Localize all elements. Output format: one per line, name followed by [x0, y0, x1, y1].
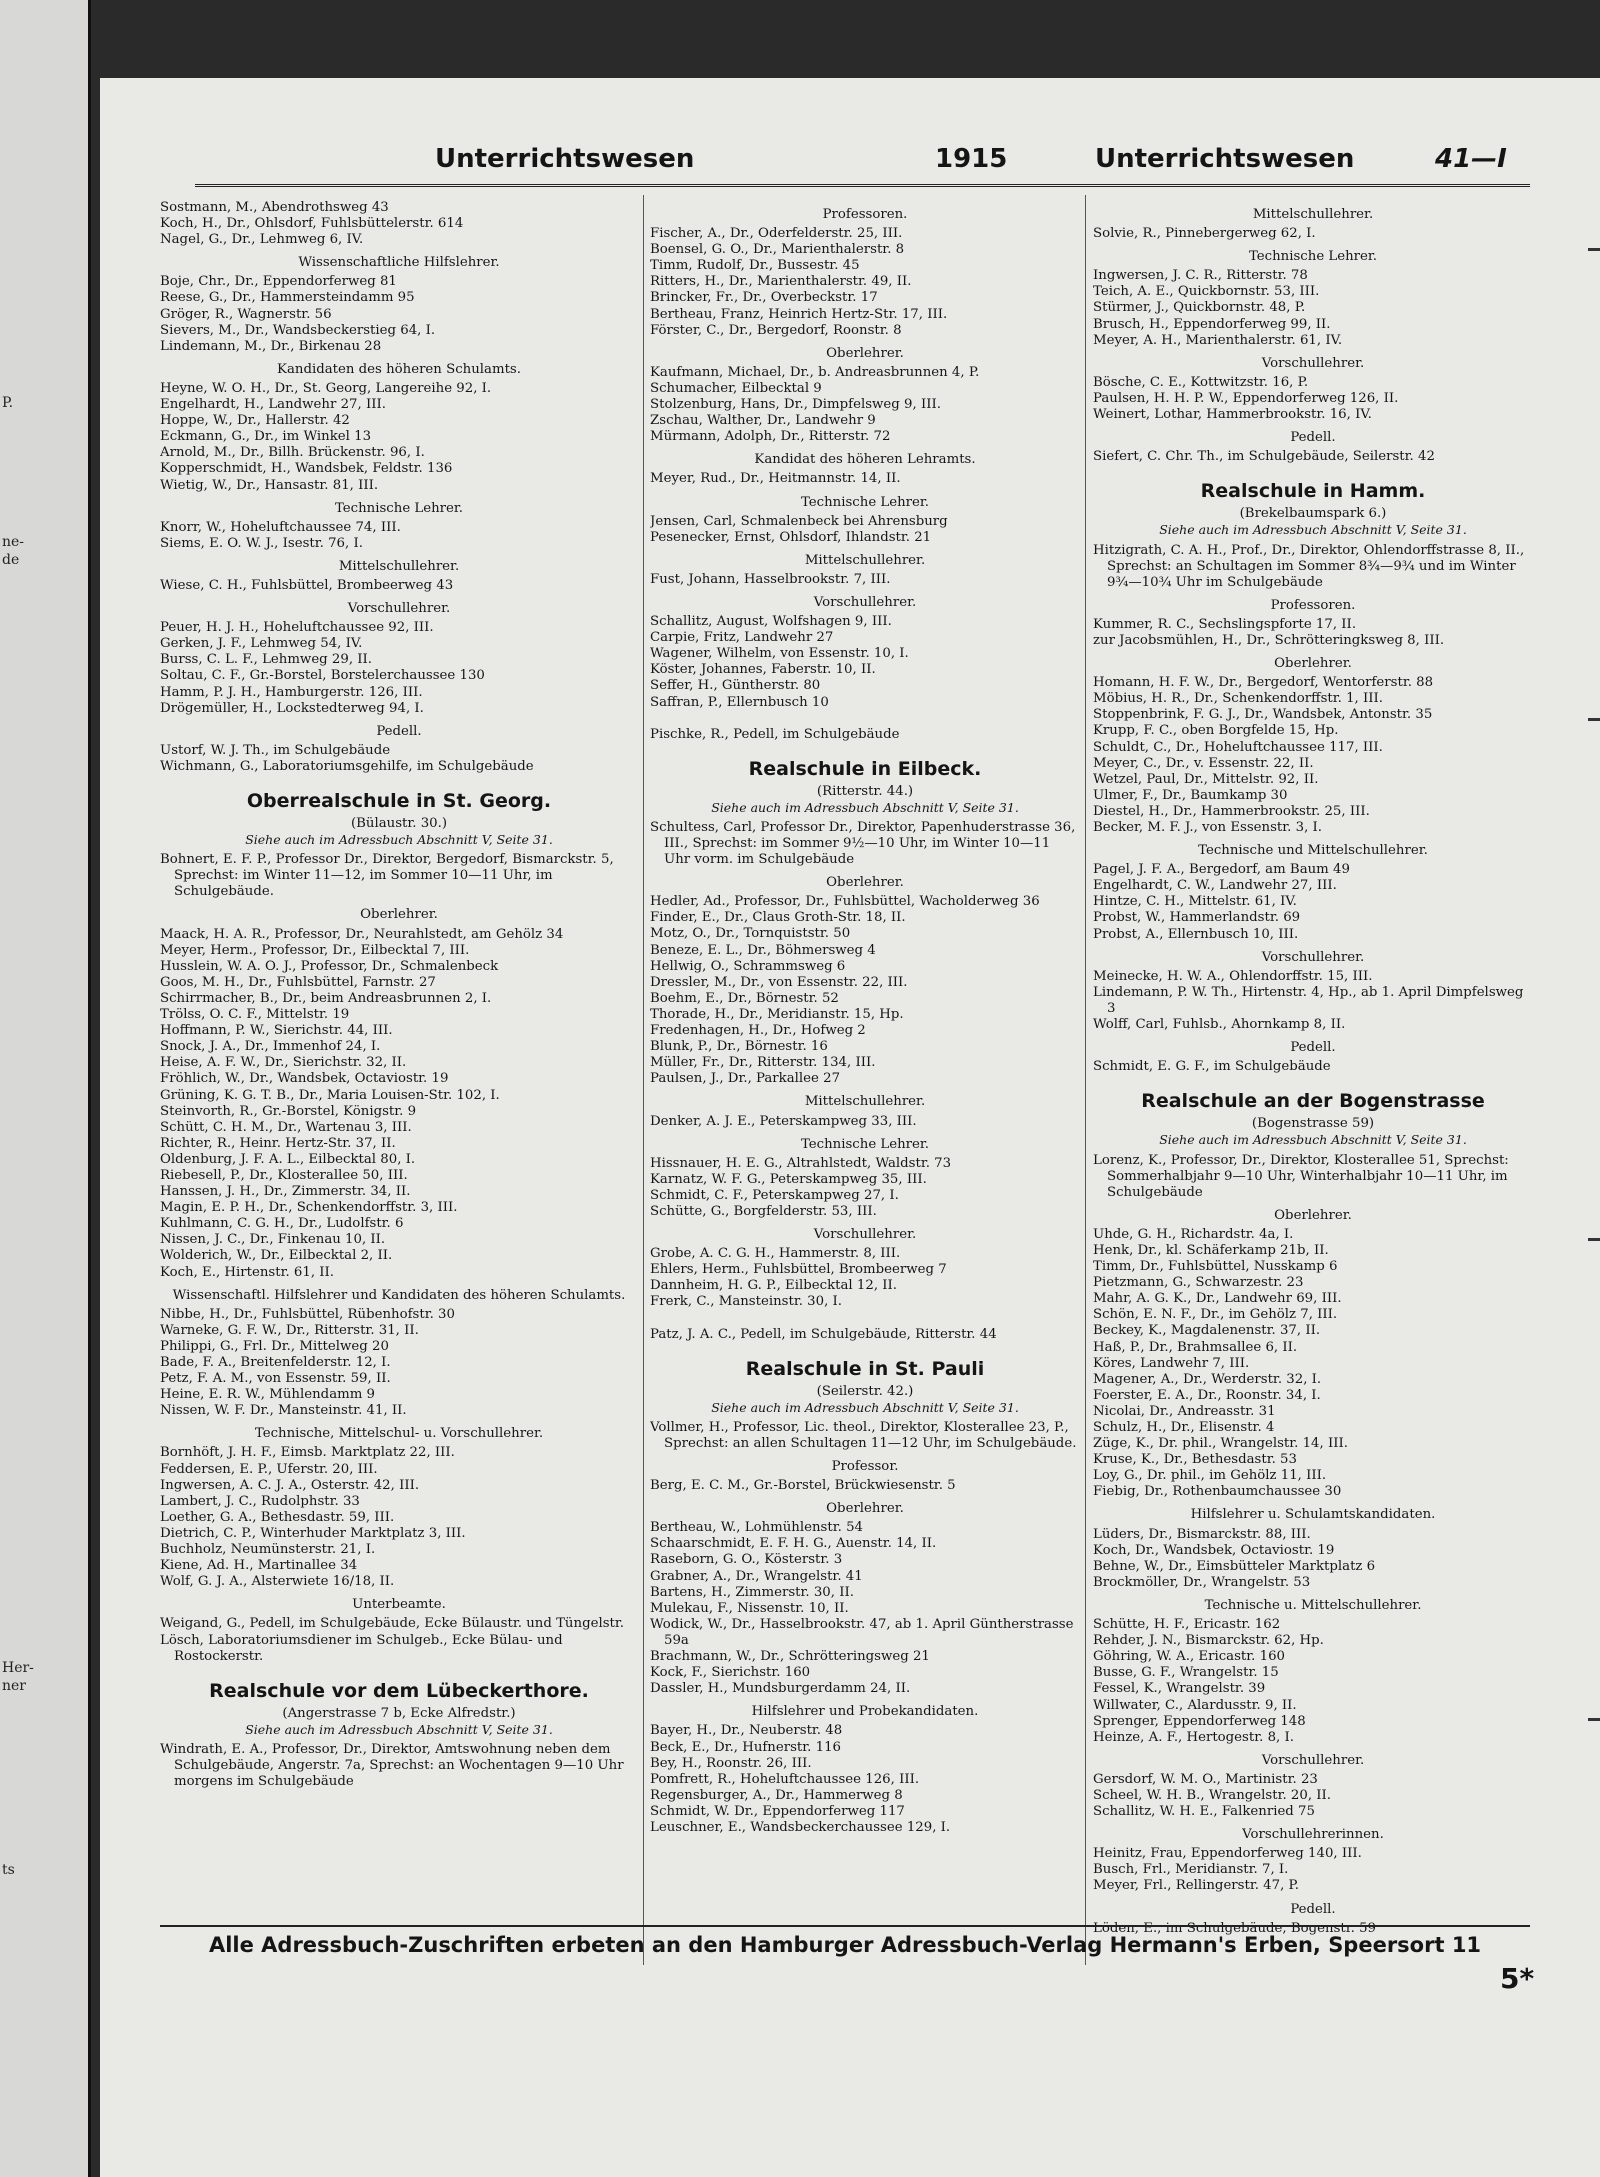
section-heading: Vorschullehrerinnen.: [1242, 1827, 1384, 1843]
edge-mark: [1588, 1238, 1600, 1241]
directory-entry: Haß, P., Dr., Brahmsallee 6, II.: [1093, 1339, 1298, 1355]
directory-entry: Soltau, C. F., Gr.-Borstel, Borstelerchaussee 130: [160, 668, 485, 684]
directory-entry: Meyer, A. H., Marienthalerstr. 61, IV.: [1093, 332, 1343, 348]
directory-entry: Meyer, Herm., Professor, Dr., Eilbecktal 7, III.: [160, 942, 470, 958]
directory-entry: Weigand, G., Pedell, im Schulgebäude, Ecke Bülaustr. und Tüngelstr.: [160, 1616, 624, 1632]
school-address: (Ritterstr. 44.): [816, 783, 914, 799]
directory-entry: Trölss, O. C. F., Mittelstr. 19: [160, 1007, 350, 1023]
cross-reference: Siehe auch im Adressbuch Abschnitt V, Seite 31.: [1159, 1132, 1467, 1148]
section-heading: Oberlehrer.: [826, 1501, 904, 1517]
directory-entry: Goos, M. H., Dr., Fuhlsbüttel, Farnstr. 27: [160, 974, 436, 990]
section-heading: Vorschullehrer.: [813, 594, 917, 610]
directory-entry: Stolzenburg, Hans, Dr., Dimpfelsweg 9, III.: [650, 397, 941, 413]
directory-entry: Gerken, J. F., Lehmweg 54, IV.: [160, 636, 363, 652]
directory-entry: Grüning, K. G. T. B., Dr., Maria Louisen-Str. 102, I.: [160, 1087, 500, 1103]
directory-entry: Hamm, P. J. H., Hamburgerstr. 126, III.: [160, 684, 423, 700]
directory-entry: Meinecke, H. W. A., Ohlendorffstr. 15, III.: [1093, 968, 1373, 984]
directory-entry: Hintze, C. H., Mittelstr. 61, IV.: [1093, 894, 1297, 910]
school-address: (Seilerstr. 42.): [816, 1383, 914, 1399]
directory-entry: Wietig, W., Dr., Hansastr. 81, III.: [160, 477, 379, 493]
directory-entry: zur Jacobsmühlen, H., Dr., Schrötteringksweg 8, III.: [1093, 632, 1445, 648]
cross-reference: Siehe auch im Adressbuch Abschnitt V, Seite 31.: [711, 1399, 1019, 1415]
directory-entry: Bornhöft, J. H. F., Eimsb. Marktplatz 22, III.: [160, 1445, 455, 1461]
section-heading: Oberlehrer.: [360, 907, 438, 923]
margin-fragment: Her-: [2, 1660, 34, 1676]
directory-entry: Kock, F., Sierichstr. 160: [650, 1665, 811, 1681]
directory-entry: Schütte, G., Borgfelderstr. 53, III.: [650, 1203, 877, 1219]
page-number: 5*: [1500, 1962, 1535, 1995]
directory-entry: Timm, Rudolf, Dr., Bussestr. 45: [650, 258, 860, 274]
directory-entry: Bayer, H., Dr., Neuberstr. 48: [650, 1723, 843, 1739]
directory-entry: Nissen, W. F. Dr., Mansteinstr. 41, II.: [160, 1403, 407, 1419]
directory-entry: Schmidt, W. Dr., Eppendorferweg 117: [650, 1803, 905, 1819]
section-heading: Oberlehrer.: [826, 875, 904, 891]
directory-entry: Wodick, W., Dr., Hasselbrookstr. 47, ab 1. April Güntherstrasse 59a: [650, 1616, 1074, 1648]
directory-entry: Loether, G. A., Bethesdastr. 59, III.: [160, 1509, 395, 1525]
directory-entry: Boje, Chr., Dr., Eppendorferweg 81: [160, 274, 397, 290]
directory-entry: Lorenz, K., Professor, Dr., Direktor, Klosterallee 51, Sprechst: Sommerhalbjahr 9—10 Uhr, Winterhalbjahr 10—11 Uhr, im Schulgebäude: [1093, 1152, 1509, 1200]
section-heading: Mittelschullehrer.: [338, 558, 460, 574]
directory-entry: Siefert, C. Chr. Th., im Schulgebäude, Seilerstr. 42: [1093, 449, 1435, 465]
directory-entry: Behne, W., Dr., Eimsbütteler Marktplatz 6: [1093, 1558, 1376, 1574]
directory-entry: Schumacher, Eilbecktal 9: [650, 380, 822, 396]
directory-entry: Schmidt, E. G. F., im Schulgebäude: [1093, 1059, 1331, 1075]
directory-entry: Fust, Johann, Hasselbrookstr. 7, III.: [650, 571, 891, 587]
header-right: Unterrichtswesen: [1095, 144, 1355, 174]
directory-entry: Schirrmacher, B., Dr., beim Andreasbrunnen 2, I.: [160, 990, 492, 1006]
section-heading: Oberlehrer.: [1274, 656, 1352, 672]
section-heading: Vorschullehrer.: [347, 601, 451, 617]
cross-reference: Siehe auch im Adressbuch Abschnitt V, Seite 31.: [1159, 522, 1467, 538]
margin-fragment: P.: [2, 395, 14, 411]
directory-entry: Heine, E. R. W., Mühlendamm 9: [160, 1387, 376, 1403]
school-heading: Realschule in St. Pauli: [745, 1357, 985, 1380]
column-divider: [1085, 195, 1086, 1965]
directory-entry: Mulekau, F., Nissenstr. 10, II.: [650, 1600, 849, 1616]
directory-entry: Gersdorf, W. M. O., Martinistr. 23: [1093, 1771, 1318, 1787]
directory-entry: Kruse, K., Dr., Bethesdastr. 53: [1093, 1452, 1297, 1468]
directory-entry: Fessel, K., Wrangelstr. 39: [1093, 1681, 1266, 1697]
header-left: Unterrichtswesen: [435, 144, 695, 174]
directory-entry: Hitzigrath, C. A. H., Prof., Dr., Direktor, Ohlendorffstrasse 8, II., Sprechst: an Schultagen im Sommer 8¾—9¾ und im Winter 9¾—10¾ Uhr im Schulgebäude: [1093, 542, 1525, 590]
directory-entry: Grobe, A. C. G. H., Hammerstr. 8, III.: [650, 1246, 901, 1262]
margin-fragment: ner: [2, 1678, 26, 1694]
directory-entry: Beck, E., Dr., Hufnerstr. 116: [650, 1739, 841, 1755]
directory-entry: Busch, Frl., Meridianstr. 7, I.: [1093, 1862, 1289, 1878]
school-address: (Brekelbaumspark 6.): [1239, 506, 1387, 522]
directory-entry: Köster, Johannes, Faberstr. 10, II.: [650, 662, 876, 678]
directory-entry: Arnold, M., Dr., Billh. Brückenstr. 96, I.: [160, 445, 425, 461]
directory-entry: Patz, J. A. C., Pedell, im Schulgebäude, Ritterstr. 44: [650, 1326, 997, 1342]
section-heading: Pedell.: [1290, 1901, 1336, 1917]
directory-entry: Fiebig, Dr., Rothenbaumchaussee 30: [1093, 1484, 1342, 1500]
directory-entry: Köres, Landwehr 7, III.: [1093, 1355, 1250, 1371]
section-heading: Oberlehrer.: [826, 345, 904, 361]
section-heading: Technische Lehrer.: [334, 500, 464, 516]
directory-entry: Pesenecker, Ernst, Ohlsdorf, Ihlandstr. 21: [650, 529, 932, 545]
directory-entry: Schütte, H. F., Ericastr. 162: [1093, 1617, 1281, 1633]
section-heading: Hilfslehrer und Probekandidaten.: [751, 1704, 979, 1720]
running-header: [195, 138, 1530, 187]
margin-fragment: ne-: [2, 534, 25, 550]
directory-entry: Vollmer, H., Professor, Lic. theol., Direktor, Klosterallee 23, P., Sprechst: an allen Schultagen 11—12 Uhr, im Schulgebäude.: [650, 1419, 1077, 1451]
section-heading: Professoren.: [1270, 597, 1356, 613]
directory-entry: Lindemann, M., Dr., Birkenau 28: [160, 338, 382, 354]
section-heading: [650, 718, 1080, 724]
directory-entry: Sprenger, Eppendorferweg 148: [1093, 1713, 1306, 1729]
directory-entry: Foerster, E. A., Dr., Roonstr. 34, I.: [1093, 1387, 1321, 1403]
directory-entry: Brincker, Fr., Dr., Overbeckstr. 17: [650, 290, 878, 306]
directory-entry: Bade, F. A., Breitenfelderstr. 12, I.: [160, 1355, 391, 1370]
directory-entry: Hellwig, O., Schrammsweg 6: [650, 958, 846, 974]
directory-entry: Mahr, A. G. K., Dr., Landwehr 69, III.: [1093, 1291, 1342, 1307]
column-2: [650, 200, 1080, 1975]
directory-entry: Schulz, H., Dr., Elisenstr. 4: [1093, 1420, 1275, 1435]
directory-entry: Wetzel, Paul, Dr., Mittelstr. 92, II.: [1093, 771, 1319, 787]
directory-entry: Seffer, H., Güntherstr. 80: [650, 678, 821, 694]
section-heading: Kandidaten des höheren Schulamts.: [277, 361, 521, 377]
directory-entry: Kuhlmann, C. G. H., Dr., Ludolfstr. 6: [160, 1216, 404, 1232]
directory-entry: Lüders, Dr., Bismarckstr. 88, III.: [1093, 1526, 1311, 1542]
section-heading: [650, 1318, 1080, 1324]
directory-entry: Scheel, W. H. B., Wrangelstr. 20, II.: [1093, 1787, 1332, 1803]
footer-notice: Alle Adressbuch-Zuschriften erbeten an den Hamburger Adressbuch-Verlag Hermann's Erben, Speersort 11: [160, 1925, 1530, 1957]
directory-entry: Gröger, R., Wagnerstr. 56: [160, 306, 332, 322]
directory-entry: Züge, K., Dr. phil., Wrangelstr. 14, III.: [1093, 1436, 1348, 1452]
directory-entry: Ustorf, W. J. Th., im Schulgebäude: [160, 742, 391, 758]
section-heading: Pedell.: [1290, 430, 1336, 446]
school-heading: Oberrealschule in St. Georg.: [246, 790, 552, 812]
directory-entry: Regensburger, A., Dr., Hammerweg 8: [650, 1787, 903, 1803]
directory-entry: Stürmer, J., Quickbornstr. 48, P.: [1093, 300, 1306, 316]
directory-entry: Uhde, G. H., Richardstr. 4a, I.: [1093, 1226, 1294, 1242]
directory-entry: Dannheim, H. G. P., Eilbecktal 12, II.: [650, 1278, 897, 1294]
directory-entry: Schön, E. N. F., Dr., im Gehölz 7, III.: [1093, 1307, 1338, 1323]
directory-entry: Schultess, Carl, Professor Dr., Direktor, Papenhuderstrasse 36, III., Sprechst: im Sommer 9½—10 Uhr, im Winter 10—11 Uhr vorm. im Schulgebäude: [650, 819, 1076, 868]
section-heading: Mittelschullehrer.: [1252, 207, 1374, 222]
column-divider: [643, 195, 644, 1965]
directory-entry: Weinert, Lothar, Hammerbrookstr. 16, IV.: [1093, 407, 1372, 423]
section-heading: Vorschullehrer.: [1261, 355, 1365, 371]
directory-entry: Ritters, H., Dr., Marienthalerstr. 49, II.: [650, 274, 912, 290]
section-heading: Hilfslehrer u. Schulamtskandidaten.: [1190, 1507, 1436, 1523]
section-heading: Mittelschullehrer.: [804, 552, 926, 568]
section-heading: Professor.: [831, 1459, 899, 1474]
school-address: (Angerstrasse 7 b, Ecke Alfredstr.): [282, 1705, 516, 1721]
edge-mark: [1588, 248, 1600, 251]
section-heading: Kandidat des höheren Lehramts.: [754, 452, 976, 468]
directory-entry: Koch, Dr., Wandsbek, Octaviostr. 19: [1093, 1542, 1335, 1558]
directory-entry: Nissen, J. C., Dr., Finkenau 10, II.: [160, 1232, 386, 1248]
directory-entry: Probst, W., Hammerlandstr. 69: [1093, 910, 1301, 926]
directory-entry: Heinze, A. F., Hertogestr. 8, I.: [1093, 1729, 1294, 1745]
directory-entry: Heyne, W. O. H., Dr., St. Georg, Langereihe 92, I.: [160, 380, 492, 396]
directory-entry: Paulsen, J., Dr., Parkallee 27: [650, 1071, 841, 1087]
directory-entry: Bartens, H., Zimmerstr. 30, II.: [650, 1584, 854, 1600]
directory-entry: Husslein, W. A. O. J., Professor, Dr., Schmalenbeck: [160, 958, 499, 974]
directory-entry: Nagel, G., Dr., Lehmweg 6, IV.: [160, 232, 364, 248]
directory-entry: Leuschner, E., Wandsbeckerchaussee 129, I.: [650, 1819, 951, 1835]
directory-entry: Koch, H., Dr., Ohlsdorf, Fuhlsbüttelerstr. 614: [160, 216, 464, 232]
directory-entry: Busse, G. F., Wrangelstr. 15: [1093, 1665, 1279, 1681]
directory-entry: Magin, E. P. H., Dr., Schenkendorffstr. 3, III.: [160, 1200, 458, 1216]
directory-entry: Thorade, H., Dr., Meridianstr. 15, Hp.: [650, 1006, 904, 1022]
directory-entry: Heise, A. F. W., Dr., Sierichstr. 32, II.: [160, 1055, 407, 1071]
directory-entry: Saffran, P., Ellernbusch 10: [650, 694, 829, 710]
directory-entry: Loy, G., Dr. phil., im Gehölz 11, III.: [1093, 1468, 1327, 1484]
directory-entry: Schuldt, C., Dr., Hoheluftchaussee 117, III.: [1093, 739, 1383, 755]
directory-entry: Berg, E. C. M., Gr.-Borstel, Brückwiesenstr. 5: [650, 1478, 956, 1494]
directory-entry: Motz, O., Dr., Tornquiststr. 50: [650, 926, 851, 942]
directory-entry: Boensel, G. O., Dr., Marienthalerstr. 8: [650, 242, 905, 258]
directory-entry: Kopperschmidt, H., Wandsbek, Feldstr. 136: [160, 461, 453, 477]
section-heading: Professoren.: [822, 207, 908, 222]
section-heading: Technische Lehrer.: [800, 494, 930, 510]
section-heading: Oberlehrer.: [1274, 1207, 1352, 1223]
school-heading: Realschule in Hamm.: [1200, 480, 1426, 503]
directory-entry: Bertheau, W., Lohmühlenstr. 54: [650, 1520, 863, 1536]
directory-entry: Brachmann, W., Dr., Schrötteringsweg 21: [650, 1649, 930, 1665]
directory-entry: Probst, A., Ellernbusch 10, III.: [1093, 926, 1299, 942]
directory-entry: Fredenhagen, H., Dr., Hofweg 2: [650, 1023, 866, 1039]
cross-reference: Siehe auch im Adressbuch Abschnitt V, Seite 31.: [245, 832, 553, 848]
directory-entry: Teich, A. E., Quickbornstr. 53, III.: [1093, 284, 1320, 300]
directory-entry: Hedler, Ad., Professor, Dr., Fuhlsbüttel, Wacholderweg 36: [650, 894, 1040, 910]
directory-entry: Wolderich, W., Dr., Eilbecktal 2, II.: [160, 1248, 393, 1264]
directory-entry: Hissnauer, H. E. G., Altrahlstedt, Waldstr. 73: [650, 1155, 952, 1171]
directory-entry: Engelhardt, C. W., Landwehr 27, III.: [1093, 878, 1337, 894]
directory-entry: Oldenburg, J. F. A. L., Eilbecktal 80, I.: [160, 1151, 416, 1167]
directory-entry: Finder, E., Dr., Claus Groth-Str. 18, II.: [650, 910, 906, 926]
section-heading: Technische Lehrer.: [1248, 249, 1378, 265]
directory-entry: Peuer, H. J. H., Hoheluftchaussee 92, III.: [160, 620, 434, 636]
section-heading: Technische, Mittelschul- u. Vorschullehrer.: [254, 1426, 544, 1442]
section-heading: Pedell.: [376, 723, 422, 739]
directory-entry: Warneke, G. F. W., Dr., Ritterstr. 31, II.: [160, 1322, 419, 1338]
edge-mark: [1588, 1718, 1600, 1721]
directory-entry: Snock, J. A., Dr., Immenhof 24, I.: [160, 1039, 381, 1055]
directory-entry: Kummer, R. C., Sechslingspforte 17, II.: [1093, 616, 1357, 632]
directory-entry: Knorr, W., Hoheluftchaussee 74, III.: [160, 519, 401, 535]
directory-entry: Schallitz, August, Wolfshagen 9, III.: [650, 614, 892, 630]
directory-entry: Buchholz, Neumünsterstr. 21, I.: [160, 1542, 376, 1558]
directory-entry: Steinvorth, R., Gr.-Borstel, Königstr. 9: [160, 1103, 417, 1119]
directory-entry: Fröhlich, W., Dr., Wandsbek, Octaviostr. 19: [160, 1071, 449, 1087]
directory-entry: Mürmann, Adolph, Dr., Ritterstr. 72: [650, 429, 891, 445]
section-heading: Technische und Mittelschullehrer.: [1198, 843, 1428, 859]
header-page-number: 41—I: [1435, 144, 1507, 174]
directory-entry: Sostmann, M., Abendrothsweg 43: [160, 200, 389, 215]
header-year: 1915: [935, 144, 1008, 174]
directory-entry: Möbius, H. R., Dr., Schenkendorffstr. 1, III.: [1093, 691, 1383, 707]
directory-entry: Philippi, G., Frl. Dr., Mittelweg 20: [160, 1338, 389, 1354]
section-heading: Pedell.: [1290, 1040, 1336, 1056]
directory-entry: Kiene, Ad. H., Martinallee 34: [160, 1558, 358, 1574]
directory-entry: Schaarschmidt, E. F. H. G., Auenstr. 14, II.: [650, 1536, 937, 1552]
directory-entry: Schallitz, W. H. E., Falkenried 75: [1093, 1804, 1315, 1820]
section-heading: Technische u. Mittelschullehrer.: [1204, 1597, 1422, 1613]
directory-entry: Hanssen, J. H., Dr., Zimmerstr. 34, II.: [160, 1184, 411, 1200]
directory-entry: Ehlers, Herm., Fuhlsbüttel, Brombeerweg 7: [650, 1262, 947, 1278]
directory-entry: Müller, Fr., Dr., Ritterstr. 134, III.: [650, 1055, 876, 1071]
margin-fragment: ts: [2, 1862, 15, 1878]
edge-mark: [1588, 718, 1600, 721]
section-heading: Vorschullehrer.: [813, 1227, 917, 1243]
directory-entry: Schmidt, C. F., Peterskampweg 27, I.: [650, 1187, 899, 1203]
section-heading: Mittelschullehrer.: [804, 1094, 926, 1110]
directory-entry: Raseborn, G. O., Kösterstr. 3: [650, 1552, 843, 1568]
directory-entry: Beneze, E. L., Dr., Böhmersweg 4: [650, 942, 876, 958]
directory-entry: Siems, E. O. W. J., Isestr. 76, I.: [160, 535, 363, 551]
school-address: (Bülaustr. 30.): [350, 816, 448, 831]
directory-entry: Grabner, A., Dr., Wrangelstr. 41: [650, 1568, 863, 1584]
directory-entry: Förster, C., Dr., Bergedorf, Roonstr. 8: [650, 322, 902, 338]
directory-entry: Stoppenbrink, F. G. J., Dr., Wandsbek, Antonstr. 35: [1093, 707, 1433, 723]
directory-entry: Karnatz, W. F. G., Peterskampweg 35, III.: [650, 1171, 927, 1187]
school-heading: Realschule in Eilbeck.: [748, 757, 982, 780]
directory-entry: Magener, A., Dr., Werderstr. 32, I.: [1093, 1371, 1322, 1387]
directory-entry: Nibbe, H., Dr., Fuhlsbüttel, Rübenhofstr. 30: [160, 1306, 455, 1322]
directory-entry: Meyer, Rud., Dr., Heitmannstr. 14, II.: [650, 471, 901, 487]
directory-entry: Krupp, F. C., oben Borgfelde 15, Hp.: [1093, 723, 1339, 739]
section-heading: Vorschullehrer.: [1261, 949, 1365, 965]
directory-entry: Ingwersen, A. C. J. A., Osterstr. 42, III.: [160, 1477, 420, 1493]
directory-entry: Wagener, Wilhelm, von Essenstr. 10, I.: [650, 646, 909, 662]
directory-entry: Dietrich, C. P., Winterhuder Marktplatz 3, III.: [160, 1525, 466, 1541]
directory-entry: Fischer, A., Dr., Oderfelderstr. 25, III.: [650, 226, 903, 242]
directory-entry: Carpie, Fritz, Landwehr 27: [650, 630, 834, 646]
directory-entry: Bohnert, E. F. P., Professor Dr., Direktor, Bergedorf, Bismarckstr. 5, Sprechst: im Winter 11—12, im Sommer 10—11 Uhr, im Schulgebäude.: [160, 852, 614, 900]
cross-reference: Siehe auch im Adressbuch Abschnitt V, Seite 31.: [711, 799, 1019, 815]
directory-entry: Hoffmann, P. W., Sierichstr. 44, III.: [160, 1023, 393, 1039]
left-page-strip: [0, 0, 91, 2177]
directory-entry: Nicolai, Dr., Andreasstr. 31: [1093, 1403, 1276, 1419]
directory-entry: Burss, C. L. F., Lehmweg 29, II.: [160, 652, 373, 668]
directory-entry: Paulsen, H. H. P. W., Eppendorferweg 126, II.: [1093, 390, 1399, 406]
directory-entry: Frerk, C., Mansteinstr. 30, I.: [650, 1294, 843, 1310]
directory-entry: Blunk, P., Dr., Börnestr. 16: [650, 1039, 828, 1055]
section-heading: Wissenschaftl. Hilfslehrer und Kandidaten des höheren Schulamts.: [172, 1287, 626, 1303]
directory-entry: Riebesell, P., Dr., Klosterallee 50, III.: [160, 1167, 408, 1183]
directory-entry: Eckmann, G., Dr., im Winkel 13: [160, 429, 372, 445]
directory-entry: Wolf, G. J. A., Alsterwiete 16/18, II.: [160, 1574, 395, 1590]
directory-entry: Wolff, Carl, Fuhlsb., Ahornkamp 8, II.: [1093, 1017, 1346, 1033]
directory-entry: Henk, Dr., kl. Schäferkamp 21b, II.: [1093, 1242, 1329, 1258]
directory-entry: Petz, F. A. M., von Essenstr. 59, II.: [160, 1371, 391, 1387]
directory-entry: Göhring, W. A., Ericastr. 160: [1093, 1649, 1285, 1665]
section-heading: Vorschullehrer.: [1261, 1752, 1365, 1768]
directory-entry: Pagel, J. F. A., Bergedorf, am Baum 49: [1093, 862, 1350, 878]
directory-entry: Dressler, M., Dr., von Essenstr. 22, III.: [650, 974, 908, 990]
directory-entry: Denker, A. J. E., Peterskampweg 33, III.: [650, 1113, 917, 1129]
directory-entry: Feddersen, E. P., Uferstr. 20, III.: [160, 1461, 378, 1477]
directory-entry: Löden, E., im Schulgebäude, Bogenstr. 59: [1093, 1920, 1377, 1936]
directory-entry: Sievers, M., Dr., Wandsbeckerstieg 64, I.: [160, 322, 436, 338]
directory-entry: Lindemann, P. W. Th., Hirtenstr. 4, Hp., ab 1. April Dimpfelsweg 3: [1093, 984, 1524, 1016]
directory-entry: Dassler, H., Mundsburgerdamm 24, II.: [650, 1681, 911, 1697]
directory-entry: Ulmer, F., Dr., Baumkamp 30: [1093, 787, 1288, 803]
column-3: [1093, 200, 1533, 1975]
directory-entry: Pomfrett, R., Hoheluftchaussee 126, III.: [650, 1771, 920, 1787]
directory-entry: Solvie, R., Pinnebergerweg 62, I.: [1093, 226, 1316, 242]
directory-entry: Jensen, Carl, Schmalenbeck bei Ahrensburg: [650, 513, 948, 529]
directory-entry: Beckey, K., Magdalenenstr. 37, II.: [1093, 1323, 1321, 1339]
school-heading: Realschule an der Bogenstrasse: [1141, 1090, 1485, 1113]
section-heading: Unterbeamte.: [352, 1597, 446, 1613]
directory-entry: Bertheau, Franz, Heinrich Hertz-Str. 17, III.: [650, 306, 948, 322]
directory-entry: Rehder, J. N., Bismarckstr. 62, Hp.: [1093, 1633, 1324, 1649]
section-heading: Technische Lehrer.: [800, 1136, 930, 1152]
cross-reference: Siehe auch im Adressbuch Abschnitt V, Seite 31.: [245, 1721, 553, 1737]
section-heading: Wissenschaftliche Hilfslehrer.: [298, 255, 500, 271]
directory-entry: Windrath, E. A., Professor, Dr., Direktor, Amtswohnung neben dem Schulgebäude, Angerstr. 7a, Sprechst: an Wochentagen 9—10 Uhr morgens im Schulgebäude: [160, 1741, 624, 1790]
directory-entry: Meyer, Frl., Rellingerstr. 47, P.: [1093, 1878, 1300, 1894]
directory-entry: Becker, M. F. J., von Essenstr. 3, I.: [1093, 820, 1323, 835]
directory-entry: Brockmöller, Dr., Wrangelstr. 53: [1093, 1574, 1311, 1590]
directory-entry: Engelhardt, H., Landwehr 27, III.: [160, 397, 386, 413]
directory-entry: Zschau, Walther, Dr., Landwehr 9: [650, 413, 876, 429]
directory-entry: Pischke, R., Pedell, im Schulgebäude: [650, 726, 900, 742]
directory-entry: Ingwersen, J. C. R., Ritterstr. 78: [1093, 268, 1308, 284]
margin-fragment: de: [2, 552, 20, 568]
directory-entry: Bösche, C. E., Kottwitzstr. 16, P.: [1093, 374, 1309, 390]
directory-entry: Lösch, Laboratoriumsdiener im Schulgeb., Ecke Bülau- und Rostockerstr.: [160, 1632, 563, 1664]
school-address: (Bogenstrasse 59): [1251, 1116, 1375, 1132]
column-1: [160, 200, 638, 1975]
directory-entry: Heinitz, Frau, Eppendorferweg 140, III.: [1093, 1846, 1362, 1862]
directory-entry: Bey, H., Roonstr. 26, III.: [650, 1755, 812, 1771]
directory-entry: Homann, H. F. W., Dr., Bergedorf, Wentorferstr. 88: [1093, 675, 1434, 691]
directory-entry: Maack, H. A. R., Professor, Dr., Neurahlstedt, am Gehölz 34: [160, 926, 564, 942]
directory-entry: Timm, Dr., Fuhlsbüttel, Nusskamp 6: [1093, 1259, 1338, 1275]
directory-entry: Koch, E., Hirtenstr. 61, II.: [160, 1264, 335, 1280]
directory-entry: Lambert, J. C., Rudolphstr. 33: [160, 1493, 360, 1509]
directory-entry: Kaufmann, Michael, Dr., b. Andreasbrunnen 4, P.: [650, 364, 980, 380]
school-heading: Realschule vor dem Lübeckerthore.: [209, 1679, 589, 1702]
directory-entry: Willwater, C., Alardusstr. 9, II.: [1093, 1697, 1297, 1713]
directory-entry: Schütt, C. H. M., Dr., Wartenau 3, III.: [160, 1119, 412, 1135]
directory-entry: Reese, G., Dr., Hammersteindamm 95: [160, 290, 415, 306]
directory-entry: Richter, R., Heinr. Hertz-Str. 37, II.: [160, 1135, 396, 1151]
directory-entry: Brusch, H., Eppendorferweg 99, II.: [1093, 316, 1331, 332]
directory-entry: Drögemüller, H., Lockstedterweg 94, I.: [160, 700, 424, 716]
directory-entry: Meyer, C., Dr., v. Essenstr. 22, II.: [1093, 755, 1314, 771]
directory-entry: Wichmann, G., Laboratoriumsgehilfe, im Schulgebäude: [160, 758, 534, 774]
directory-entry: Diestel, H., Dr., Hammerbrookstr. 25, III.: [1093, 803, 1370, 819]
directory-entry: Boehm, E., Dr., Börnestr. 52: [650, 990, 839, 1006]
directory-entry: Pietzmann, G., Schwarzestr. 23: [1093, 1275, 1304, 1291]
directory-entry: Wiese, C. H., Fuhlsbüttel, Brombeerweg 43: [160, 577, 454, 593]
directory-entry: Hoppe, W., Dr., Hallerstr. 42: [160, 413, 350, 429]
